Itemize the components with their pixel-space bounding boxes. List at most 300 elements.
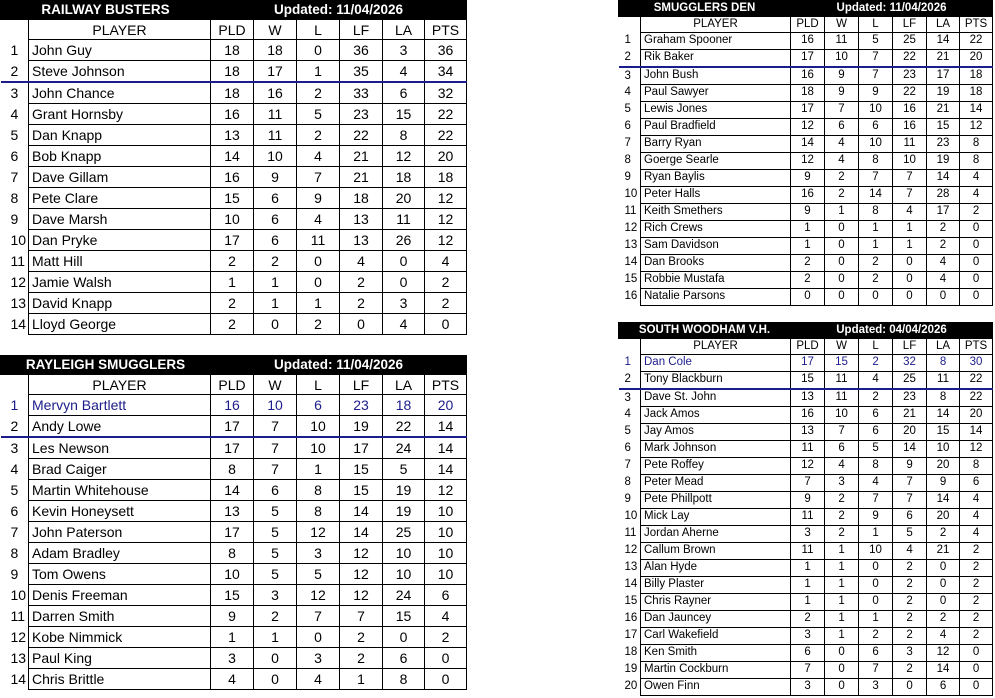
column-header-lf: LF xyxy=(893,339,927,355)
player-name-cell: David Knapp xyxy=(29,293,211,314)
player-name-cell: Rich Crews xyxy=(641,221,791,238)
stat-cell-w: 6 xyxy=(254,230,297,251)
stat-cell-w: 2 xyxy=(825,187,859,204)
player-name-cell: Kobe Nimmick xyxy=(29,627,211,648)
stat-cell-l: 5 xyxy=(297,104,340,125)
stat-cell-l: 3 xyxy=(297,648,340,669)
stat-cell-l: 8 xyxy=(859,153,893,170)
stat-cell-w: 2 xyxy=(825,492,859,509)
column-header-lf: LF xyxy=(340,20,383,40)
stat-cell-pts: 12 xyxy=(425,209,467,230)
stat-cell-pld: 17 xyxy=(791,102,825,119)
player-name-cell: Robbie Mustafa xyxy=(641,272,791,289)
player-name-cell: John Chance xyxy=(29,82,211,104)
position-cell: 3 xyxy=(619,389,641,407)
stat-cell-pld: 16 xyxy=(211,104,254,125)
stat-cell-pts: 22 xyxy=(960,33,993,50)
stat-cell-pts: 20 xyxy=(425,146,467,167)
team-name: RAILWAY BUSTERS xyxy=(1,1,211,20)
position-cell: 4 xyxy=(1,104,29,125)
stat-cell-la: 23 xyxy=(927,136,960,153)
stat-cell-l: 7 xyxy=(859,50,893,68)
table-row xyxy=(619,102,993,119)
stat-cell-l: 10 xyxy=(859,102,893,119)
player-name-cell: John Bush xyxy=(641,67,791,85)
table-row xyxy=(1,61,467,83)
stat-cell-lf: 10 xyxy=(893,153,927,170)
stat-cell-pts: 20 xyxy=(960,50,993,68)
position-cell: 8 xyxy=(619,153,641,170)
stat-cell-lf: 35 xyxy=(340,61,383,83)
position-cell: 2 xyxy=(619,372,641,390)
stat-cell-lf: 4 xyxy=(340,251,383,272)
stat-cell-w: 0 xyxy=(254,314,297,335)
stat-cell-lf: 2 xyxy=(340,293,383,314)
table-row xyxy=(619,272,993,289)
stat-cell-pts: 18 xyxy=(425,167,467,188)
position-cell: 12 xyxy=(619,221,641,238)
stat-cell-l: 0 xyxy=(297,40,340,61)
stat-cell-pld: 1 xyxy=(791,221,825,238)
stat-cell-pts: 2 xyxy=(960,560,993,577)
stat-cell-la: 0 xyxy=(383,272,425,293)
column-header-l: L xyxy=(297,375,340,395)
stat-cell-l: 12 xyxy=(297,585,340,606)
player-name-cell: Lloyd George xyxy=(29,314,211,335)
table-header-bar xyxy=(1,356,467,375)
stat-cell-l: 0 xyxy=(297,272,340,293)
stat-cell-pts: 12 xyxy=(425,188,467,209)
position-cell: 15 xyxy=(619,272,641,289)
stat-cell-pts: 30 xyxy=(960,355,993,372)
stat-cell-la: 4 xyxy=(383,314,425,335)
stat-cell-pld: 2 xyxy=(211,314,254,335)
table-row xyxy=(1,501,467,522)
stat-cell-l: 1 xyxy=(859,611,893,628)
stat-cell-lf: 0 xyxy=(893,289,927,306)
position-cell: 10 xyxy=(1,230,29,251)
stat-cell-w: 1 xyxy=(825,577,859,594)
column-header-l: L xyxy=(859,339,893,355)
table-row xyxy=(619,492,993,509)
stat-cell-pts: 2 xyxy=(425,272,467,293)
stat-cell-la: 0 xyxy=(927,594,960,611)
stat-cell-lf: 19 xyxy=(340,416,383,438)
league-table-smugglers-den xyxy=(618,0,993,306)
player-name-cell: Bob Knapp xyxy=(29,146,211,167)
stat-cell-la: 18 xyxy=(383,167,425,188)
stat-cell-pld: 0 xyxy=(791,289,825,306)
stat-cell-pts: 2 xyxy=(425,627,467,648)
stat-cell-pld: 3 xyxy=(791,628,825,645)
stat-cell-pld: 17 xyxy=(211,522,254,543)
stat-cell-lf: 36 xyxy=(340,40,383,61)
stat-cell-pld: 11 xyxy=(791,441,825,458)
stat-cell-l: 9 xyxy=(859,85,893,102)
stat-cell-lf: 12 xyxy=(340,543,383,564)
stat-cell-lf: 16 xyxy=(893,119,927,136)
player-name-cell: Adam Bradley xyxy=(29,543,211,564)
stat-cell-pts: 14 xyxy=(960,102,993,119)
table-row xyxy=(1,585,467,606)
table-row xyxy=(619,67,993,85)
stat-cell-la: 12 xyxy=(927,645,960,662)
stat-cell-la: 11 xyxy=(383,209,425,230)
player-name-cell: Owen Finn xyxy=(641,679,791,696)
stat-cell-pts: 0 xyxy=(960,221,993,238)
position-cell: 1 xyxy=(1,395,29,416)
player-name-cell: Billy Plaster xyxy=(641,577,791,594)
stat-cell-pld: 1 xyxy=(791,577,825,594)
table-row xyxy=(619,50,993,68)
stat-cell-pts: 20 xyxy=(425,395,467,416)
stat-cell-la: 6 xyxy=(383,648,425,669)
stat-cell-l: 8 xyxy=(859,204,893,221)
player-name-cell: Dan Jauncey xyxy=(641,611,791,628)
stat-cell-w: 11 xyxy=(825,33,859,50)
stat-cell-lf: 14 xyxy=(340,501,383,522)
table-row xyxy=(1,648,467,669)
stat-cell-pts: 2 xyxy=(960,594,993,611)
stat-cell-lf: 0 xyxy=(893,272,927,289)
player-name-cell: Dave Gillam xyxy=(29,167,211,188)
position-cell: 9 xyxy=(1,209,29,230)
stat-cell-la: 10 xyxy=(383,543,425,564)
stat-cell-pts: 10 xyxy=(425,522,467,543)
position-cell: 13 xyxy=(619,560,641,577)
table-row xyxy=(1,480,467,501)
stat-cell-l: 9 xyxy=(859,509,893,526)
table-row xyxy=(619,509,993,526)
table-row xyxy=(619,475,993,492)
stat-cell-lf: 12 xyxy=(340,585,383,606)
position-cell: 8 xyxy=(1,188,29,209)
stat-cell-pld: 15 xyxy=(211,188,254,209)
table-row xyxy=(619,407,993,424)
stat-cell-pts: 22 xyxy=(960,389,993,407)
stat-cell-pts: 0 xyxy=(425,648,467,669)
stat-cell-pts: 10 xyxy=(425,501,467,522)
position-cell: 3 xyxy=(1,437,29,459)
stat-cell-l: 2 xyxy=(859,389,893,407)
stat-cell-w: 6 xyxy=(254,209,297,230)
stat-cell-pld: 14 xyxy=(211,480,254,501)
stat-cell-lf: 2 xyxy=(340,272,383,293)
stat-cell-w: 10 xyxy=(254,395,297,416)
player-name-cell: Lewis Jones xyxy=(641,102,791,119)
stat-cell-pld: 2 xyxy=(791,611,825,628)
table-row xyxy=(1,606,467,627)
column-header-pts: PTS xyxy=(960,17,993,33)
stat-cell-l: 2 xyxy=(297,125,340,146)
stat-cell-pld: 4 xyxy=(211,669,254,690)
stat-cell-pld: 17 xyxy=(211,230,254,251)
player-name-cell: Jack Amos xyxy=(641,407,791,424)
stat-cell-pts: 2 xyxy=(960,628,993,645)
updated-date: Updated: 11/04/2026 xyxy=(791,1,993,17)
stat-cell-pld: 16 xyxy=(791,67,825,85)
stat-cell-pld: 18 xyxy=(791,85,825,102)
stat-cell-pts: 18 xyxy=(960,85,993,102)
stat-cell-la: 18 xyxy=(383,395,425,416)
stat-cell-lf: 21 xyxy=(340,146,383,167)
column-header-pld: PLD xyxy=(791,17,825,33)
stat-cell-lf: 6 xyxy=(893,509,927,526)
stat-cell-w: 0 xyxy=(825,662,859,679)
stat-cell-la: 17 xyxy=(927,204,960,221)
stat-cell-la: 24 xyxy=(383,437,425,459)
stat-cell-l: 1 xyxy=(297,293,340,314)
player-name-cell: Paul Sawyer xyxy=(641,85,791,102)
updated-date: Updated: 11/04/2026 xyxy=(211,356,467,375)
table-row xyxy=(619,679,993,696)
stat-cell-l: 0 xyxy=(297,251,340,272)
position-cell: 4 xyxy=(1,459,29,480)
column-header-row xyxy=(619,339,993,355)
stat-cell-pts: 0 xyxy=(960,645,993,662)
stat-cell-pts: 22 xyxy=(425,125,467,146)
stat-cell-w: 1 xyxy=(825,204,859,221)
player-name-cell: Mark Johnson xyxy=(641,441,791,458)
stat-cell-l: 5 xyxy=(859,441,893,458)
stat-cell-lf: 18 xyxy=(340,188,383,209)
stat-cell-pts: 0 xyxy=(960,662,993,679)
column-header-pts: PTS xyxy=(425,375,467,395)
position-cell: 4 xyxy=(619,407,641,424)
player-name-cell: John Paterson xyxy=(29,522,211,543)
player-name-cell: Dan Brooks xyxy=(641,255,791,272)
stat-cell-lf: 23 xyxy=(893,389,927,407)
table-row xyxy=(1,669,467,690)
stat-cell-pld: 13 xyxy=(211,125,254,146)
position-cell: 10 xyxy=(619,187,641,204)
stat-cell-l: 3 xyxy=(297,543,340,564)
stat-cell-la: 10 xyxy=(927,441,960,458)
stat-cell-lf: 21 xyxy=(340,167,383,188)
stat-cell-pts: 0 xyxy=(960,238,993,255)
stat-cell-w: 9 xyxy=(254,167,297,188)
stat-cell-lf: 5 xyxy=(893,526,927,543)
table-row xyxy=(619,543,993,560)
stat-cell-l: 10 xyxy=(859,543,893,560)
table-row xyxy=(1,314,467,335)
stat-cell-pts: 2 xyxy=(960,543,993,560)
stat-cell-pld: 2 xyxy=(791,255,825,272)
player-name-cell: Natalie Parsons xyxy=(641,289,791,306)
table-row xyxy=(619,204,993,221)
stat-cell-la: 0 xyxy=(383,251,425,272)
stat-cell-w: 7 xyxy=(254,459,297,480)
column-header-row xyxy=(1,375,467,395)
team-name: RAYLEIGH SMUGGLERS xyxy=(1,356,211,375)
stat-cell-pld: 16 xyxy=(791,187,825,204)
stat-cell-pld: 12 xyxy=(791,153,825,170)
position-cell: 2 xyxy=(1,416,29,438)
stat-cell-lf: 25 xyxy=(893,372,927,390)
stat-cell-w: 7 xyxy=(254,437,297,459)
player-name-cell: Denis Freeman xyxy=(29,585,211,606)
stat-cell-pld: 8 xyxy=(211,459,254,480)
player-name-cell: Dan Cole xyxy=(641,355,791,372)
stat-cell-lf: 2 xyxy=(893,577,927,594)
column-header-w: W xyxy=(254,20,297,40)
stat-cell-lf: 13 xyxy=(340,209,383,230)
stat-cell-w: 11 xyxy=(825,389,859,407)
stat-cell-pts: 22 xyxy=(960,372,993,390)
stat-cell-w: 11 xyxy=(254,125,297,146)
player-name-cell: Dave St. John xyxy=(641,389,791,407)
stat-cell-pld: 16 xyxy=(791,33,825,50)
stat-cell-w: 5 xyxy=(254,522,297,543)
player-name-cell: Callum Brown xyxy=(641,543,791,560)
stat-cell-pld: 17 xyxy=(211,437,254,459)
stat-cell-la: 0 xyxy=(927,289,960,306)
player-name-cell: Peter Halls xyxy=(641,187,791,204)
column-header-l: L xyxy=(859,17,893,33)
stat-cell-l: 7 xyxy=(297,606,340,627)
position-cell: 18 xyxy=(619,645,641,662)
stat-cell-lf: 7 xyxy=(893,187,927,204)
stat-cell-la: 2 xyxy=(927,526,960,543)
table-row xyxy=(1,167,467,188)
stat-cell-pts: 4 xyxy=(425,251,467,272)
stat-cell-pld: 9 xyxy=(791,204,825,221)
stat-cell-pld: 1 xyxy=(791,238,825,255)
table-row xyxy=(1,522,467,543)
table-header-bar xyxy=(619,1,993,17)
stat-cell-w: 4 xyxy=(825,458,859,475)
position-cell: 12 xyxy=(1,272,29,293)
position-cell: 1 xyxy=(619,33,641,50)
column-header-player: PLAYER xyxy=(641,339,791,355)
column-header-player: PLAYER xyxy=(641,17,791,33)
table-row xyxy=(1,627,467,648)
stat-cell-pld: 3 xyxy=(791,526,825,543)
stat-cell-lf: 2 xyxy=(340,627,383,648)
table-row xyxy=(1,188,467,209)
table-body xyxy=(619,323,993,696)
table-row xyxy=(1,564,467,585)
stat-cell-lf: 7 xyxy=(340,606,383,627)
position-cell: 9 xyxy=(619,492,641,509)
stat-cell-w: 4 xyxy=(825,153,859,170)
stat-cell-lf: 7 xyxy=(893,170,927,187)
stat-cell-l: 4 xyxy=(297,669,340,690)
stat-cell-pts: 14 xyxy=(425,416,467,438)
stat-cell-lf: 33 xyxy=(340,82,383,104)
stat-cell-l: 7 xyxy=(859,170,893,187)
stat-cell-pld: 9 xyxy=(791,170,825,187)
table-row xyxy=(619,119,993,136)
league-table-rayleigh-smugglers xyxy=(0,355,467,690)
stat-cell-la: 14 xyxy=(927,33,960,50)
position-cell: 2 xyxy=(1,61,29,83)
player-name-cell: Keith Smethers xyxy=(641,204,791,221)
player-name-cell: Tom Owens xyxy=(29,564,211,585)
stat-cell-w: 6 xyxy=(825,441,859,458)
stat-cell-l: 4 xyxy=(297,209,340,230)
table-row xyxy=(1,125,467,146)
stat-cell-w: 1 xyxy=(825,611,859,628)
stat-cell-l: 10 xyxy=(297,416,340,438)
table-row xyxy=(1,251,467,272)
table-row xyxy=(619,424,993,441)
stat-cell-pts: 0 xyxy=(425,314,467,335)
stat-cell-pld: 12 xyxy=(791,458,825,475)
stat-cell-pts: 4 xyxy=(960,492,993,509)
stat-cell-w: 4 xyxy=(825,136,859,153)
player-name-cell: Carl Wakefield xyxy=(641,628,791,645)
player-name-cell: Darren Smith xyxy=(29,606,211,627)
stat-cell-pld: 10 xyxy=(211,564,254,585)
stat-cell-pts: 2 xyxy=(425,293,467,314)
stat-cell-pld: 16 xyxy=(211,167,254,188)
stat-cell-la: 19 xyxy=(383,480,425,501)
player-name-cell: Mervyn Bartlett xyxy=(29,395,211,416)
position-cell: 11 xyxy=(619,204,641,221)
stat-cell-la: 4 xyxy=(927,272,960,289)
stat-cell-la: 20 xyxy=(927,509,960,526)
stat-cell-lf: 23 xyxy=(340,395,383,416)
table-row xyxy=(619,33,993,50)
table-row xyxy=(619,526,993,543)
stat-cell-l: 6 xyxy=(859,407,893,424)
stat-cell-la: 19 xyxy=(927,153,960,170)
table-row xyxy=(1,209,467,230)
table-row xyxy=(1,293,467,314)
position-cell: 5 xyxy=(1,125,29,146)
player-name-cell: Kevin Honeysett xyxy=(29,501,211,522)
stat-cell-la: 24 xyxy=(383,585,425,606)
stat-cell-pld: 10 xyxy=(211,209,254,230)
table-row xyxy=(619,255,993,272)
stat-cell-l: 9 xyxy=(297,188,340,209)
stat-cell-lf: 16 xyxy=(893,102,927,119)
stat-cell-l: 1 xyxy=(297,61,340,83)
table-row xyxy=(619,458,993,475)
stat-cell-lf: 1 xyxy=(893,238,927,255)
player-name-cell: John Guy xyxy=(29,40,211,61)
stat-cell-pld: 1 xyxy=(211,272,254,293)
stat-cell-la: 28 xyxy=(927,187,960,204)
stat-cell-pld: 13 xyxy=(211,501,254,522)
stat-cell-w: 2 xyxy=(825,526,859,543)
stat-cell-pts: 20 xyxy=(960,407,993,424)
stat-cell-lf: 2 xyxy=(893,594,927,611)
stat-cell-lf: 4 xyxy=(893,204,927,221)
stat-cell-l: 0 xyxy=(859,577,893,594)
stat-cell-l: 6 xyxy=(859,424,893,441)
stat-cell-w: 7 xyxy=(825,424,859,441)
player-name-cell: Steve Johnson xyxy=(29,61,211,83)
stat-cell-w: 3 xyxy=(825,475,859,492)
stat-cell-w: 0 xyxy=(254,669,297,690)
stat-cell-la: 2 xyxy=(927,221,960,238)
position-cell: 5 xyxy=(619,424,641,441)
position-cell: 4 xyxy=(619,85,641,102)
updated-date: Updated: 04/04/2026 xyxy=(791,323,993,339)
table-row xyxy=(619,85,993,102)
stat-cell-pts: 2 xyxy=(960,577,993,594)
stat-cell-pts: 22 xyxy=(425,104,467,125)
stat-cell-l: 12 xyxy=(297,522,340,543)
table-row xyxy=(619,611,993,628)
table-row xyxy=(1,272,467,293)
position-cell: 20 xyxy=(619,679,641,696)
stat-cell-pld: 1 xyxy=(791,594,825,611)
stat-cell-lf: 14 xyxy=(893,441,927,458)
table-row xyxy=(1,146,467,167)
